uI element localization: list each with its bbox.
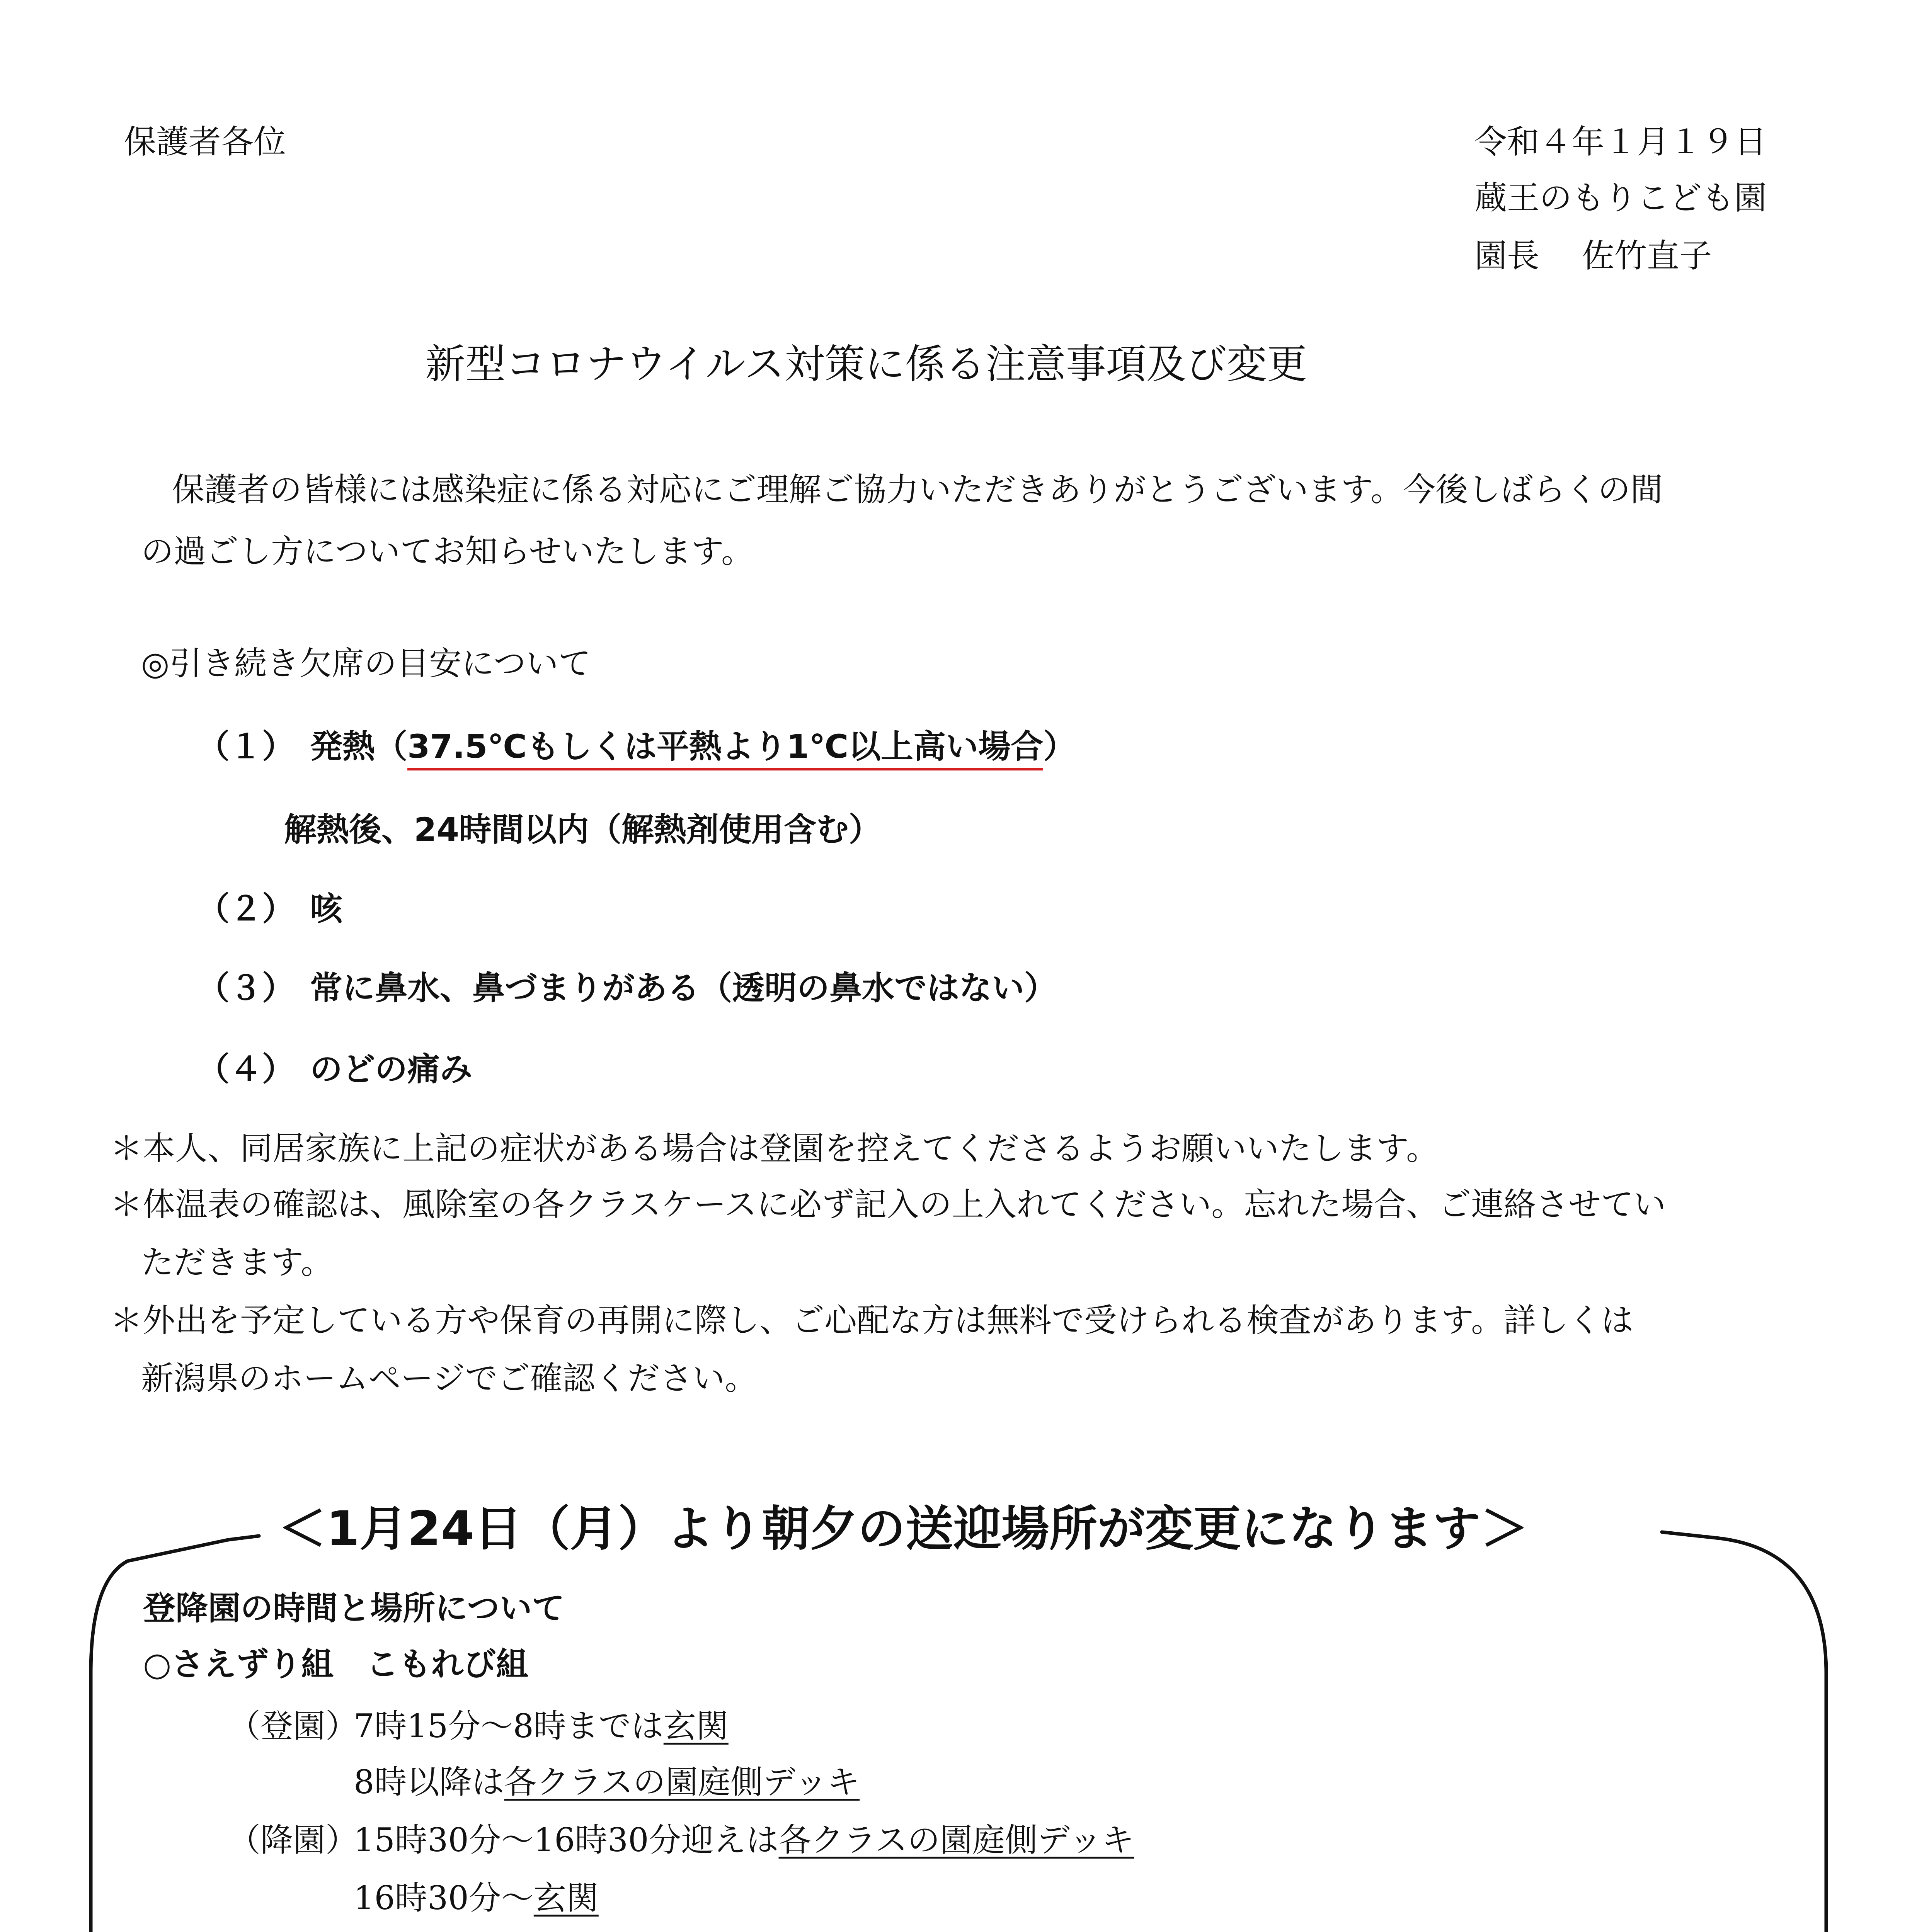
- group-1-arrival-line-1: [354, 1707, 729, 1745]
- paren-open: （: [375, 728, 408, 765]
- organization-name: 蔵王のもりこども園: [1474, 179, 1767, 217]
- fever-threshold: 37.5℃もしくは平熱より1℃以上高い場合: [407, 728, 1043, 770]
- time-range: 16時30分～: [354, 1879, 534, 1917]
- note-2-line-2: ただきます。: [141, 1243, 334, 1281]
- change-notice-subheading: 登降園の時間と場所について: [143, 1589, 565, 1627]
- intro-line-2: の過ごし方についてお知らせいたします。: [141, 532, 754, 570]
- item-number: （３）: [197, 969, 295, 1007]
- note-2-line-1: ＊体温表の確認は、風除室の各クラスケースに必ず記入の上入れてください。忘れた場合、ご連絡させてい: [110, 1185, 1666, 1223]
- pickup-place: 各クラスの園庭側デッキ: [778, 1821, 1134, 1859]
- time-range: 7時15分～8時までは: [354, 1707, 664, 1745]
- page-title: 新型コロナウイルス対策に係る注意事項及び変更: [425, 340, 1307, 388]
- time-range: 15時30分～16時30分迎えは: [354, 1821, 779, 1859]
- group-1-departure-label: （降園）: [228, 1821, 358, 1859]
- item-label: 常に鼻水、鼻づまりがある（透明の鼻水ではない）: [310, 969, 1057, 1007]
- pickup-place: 各クラスの園庭側デッキ: [504, 1763, 860, 1801]
- note-3-line-2: 新潟県のホームページでご確認ください。: [141, 1359, 758, 1397]
- group-1-arrival-label: （登園）: [228, 1707, 358, 1745]
- note-1: ＊本人、同居家族に上記の症状がある場合は登園を控えてくださるようお願いいたします。: [110, 1129, 1439, 1167]
- item-label: のどの痛み: [310, 1050, 473, 1088]
- group-1-arrival-line-2: [354, 1763, 860, 1801]
- issue-date: 令和４年１月１９日: [1474, 123, 1767, 161]
- author-name: 佐竹直子: [1582, 237, 1712, 275]
- group-1-name: ○さえずり組 こもれび組: [143, 1645, 529, 1683]
- note-3-line-1: ＊外出を予定している方や保育の再開に際し、ご心配な方は無料で受けられる検査があります。詳しくは: [110, 1301, 1634, 1339]
- change-notice-title: ＜1月24日（月）より朝夕の送迎場所が変更になります＞: [278, 1501, 1529, 1557]
- author-title: 園長: [1474, 237, 1540, 275]
- group-1-departure-line-2: [354, 1879, 599, 1917]
- group-1-departure-line-1: [354, 1821, 1134, 1859]
- paren-close: ）: [1043, 728, 1076, 765]
- pickup-place: 玄関: [663, 1707, 729, 1745]
- intro-line-1: 保護者の皆様には感染症に係る対応にご理解ご協力いただきありがとうございます。今後しばらくの間: [172, 471, 1663, 509]
- item-number: （４）: [197, 1050, 295, 1088]
- time-range: 8時以降は: [354, 1763, 504, 1801]
- absence-heading: ◎引き続き欠席の目安について: [141, 645, 591, 682]
- item-label: 咳: [310, 890, 343, 928]
- pickup-place: 玄関: [533, 1879, 599, 1917]
- item-number: （１）: [197, 728, 295, 765]
- item-label: 発熱: [310, 728, 375, 765]
- item-number: （２）: [197, 890, 295, 928]
- absence-item-fever-detail: 解熱後、24時間以内（解熱剤使用含む）: [284, 811, 881, 849]
- recipient: 保護者各位: [124, 123, 286, 161]
